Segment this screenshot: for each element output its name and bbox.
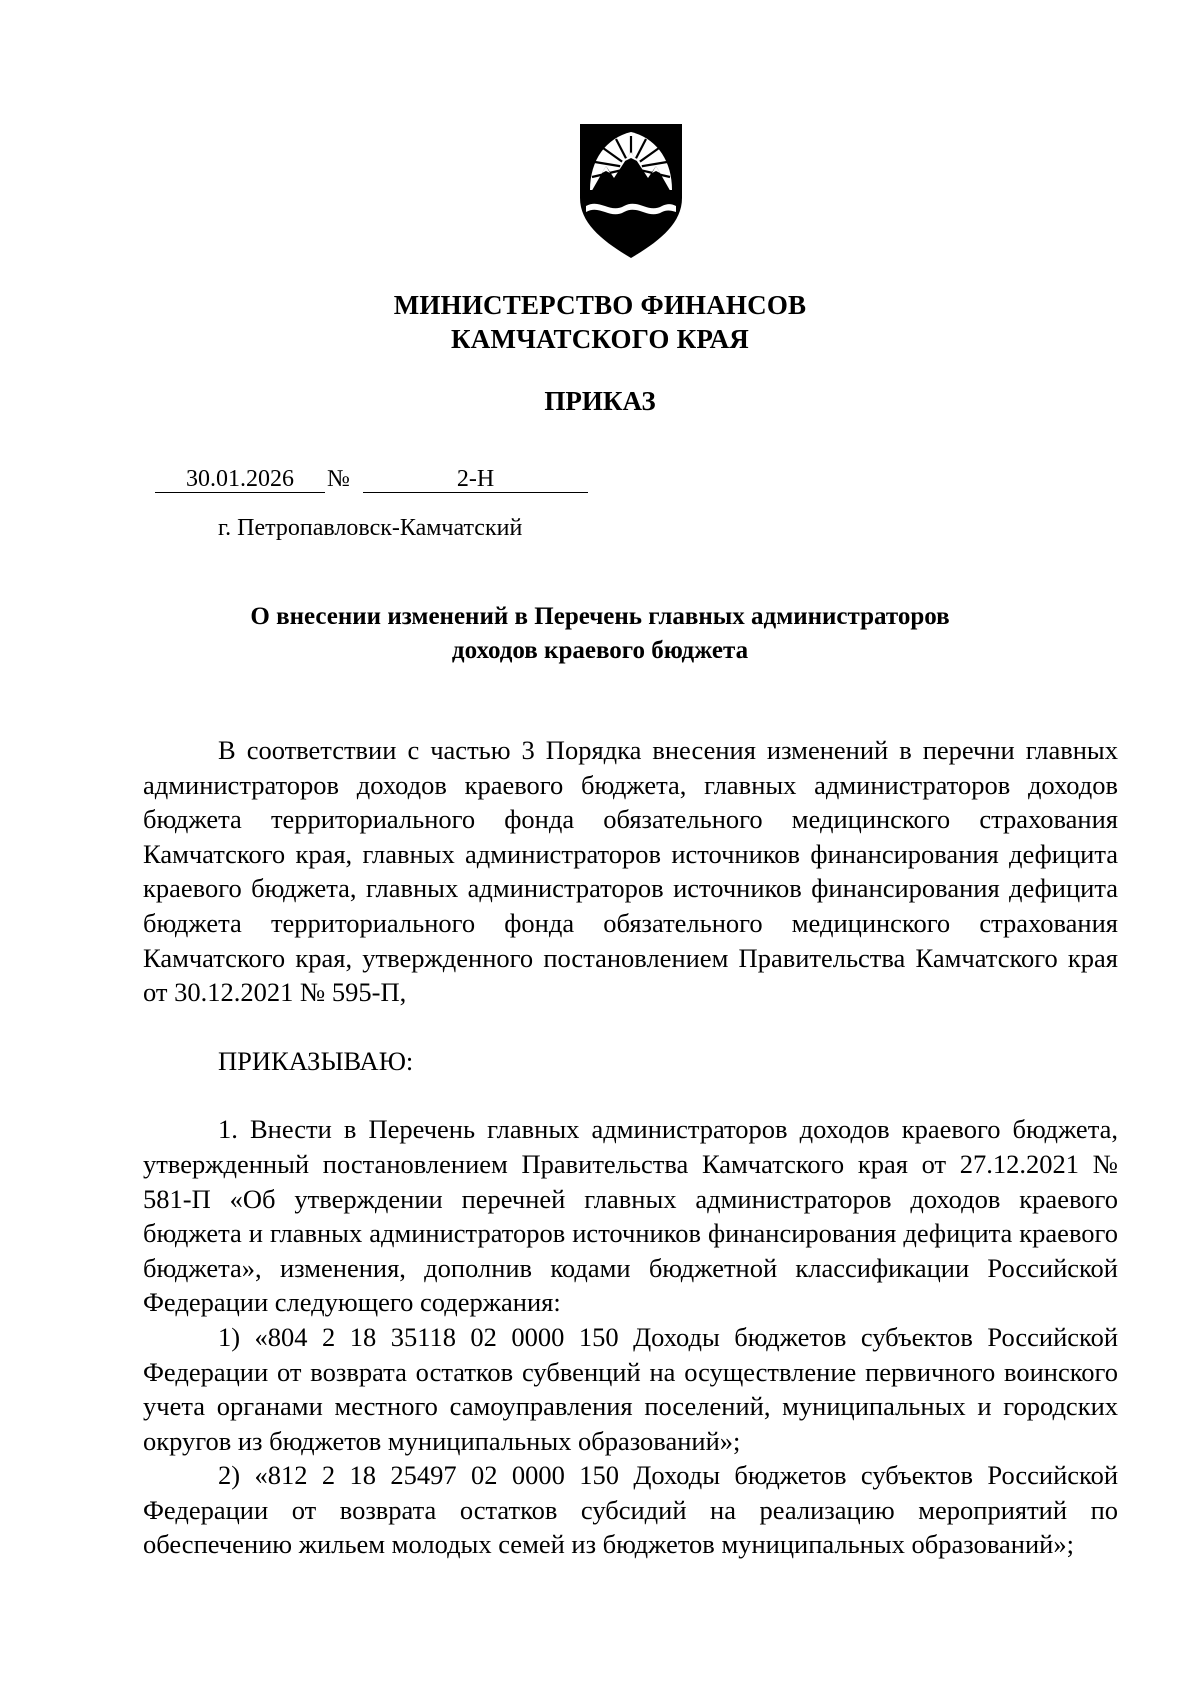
city-of-issue: г. Петропавловск-Камчатский	[218, 515, 523, 541]
sub-item-1-paragraph: 1) «804 2 18 35118 02 0000 150 Доходы бюджетов субъектов Российской Федерации от возврата остатков субвенций на осуществление первичного воинского учета органами местного самоуправления поселений, муниципальных и городских округов из бюджетов муниципальных образований»;	[143, 1321, 1118, 1456]
order-number: 2-Н	[363, 464, 588, 493]
preamble-paragraph: В соответствии с частью 3 Порядка внесения изменений в перечни главных администраторов доходов краевого бюджета, главных администраторов доходов бюджета территориального фонда обязательного медицинского страхования Камчатского края, главных администраторов источников финансирования дефицита краевого бюджета, главных администраторов источников финансирования дефицита бюджета территориального фонда обязательного медицинского страхования Камчатского края, утвержденного постановлением Правительства Камчатского края от 30.12.2021 № 595-П,	[143, 735, 1118, 1008]
sub-item-2-paragraph: 2) «812 2 18 25497 02 0000 150 Доходы бюджетов субъектов Российской Федерации от возврата остатков субсидий на реализацию мероприятий по обеспечению жильем молодых семей из бюджетов муниципальных образований»;	[143, 1460, 1118, 1560]
order-title-line2: доходов краевого бюджета	[451, 637, 749, 664]
ministry-name-line2: КАМЧАТСКОГО КРАЯ	[451, 324, 749, 354]
kamchatka-coat-of-arms-icon	[576, 120, 686, 260]
item-1-paragraph: 1. Внести в Перечень главных администраторов доходов краевого бюджета, утвержденный постановлением Правительства Камчатского края от 27.12.2021 № 581-П «Об утверждении перечней главных администраторов доходов краевого бюджета и главных администраторов источников финансирования дефицита краевого бюджета», изменения, дополнив кодами бюджетной классификации Российской Федерации следующего содержания:	[143, 1114, 1118, 1318]
order-date: 30.01.2026	[155, 464, 325, 493]
order-body	[143, 733, 1118, 1562]
order-number-label: №	[327, 466, 350, 492]
order-title-line1: О внесении изменений в Перечень главных администраторов	[250, 603, 950, 630]
ministry-name-line1: МИНИСТЕРСТВО ФИНАНСОВ	[393, 290, 807, 320]
order-word: ПРИКАЗЫВАЮ:	[218, 1045, 414, 1076]
document-type: ПРИКАЗ	[544, 386, 656, 416]
ministry-name	[0, 288, 1200, 356]
order-title	[0, 600, 1200, 668]
